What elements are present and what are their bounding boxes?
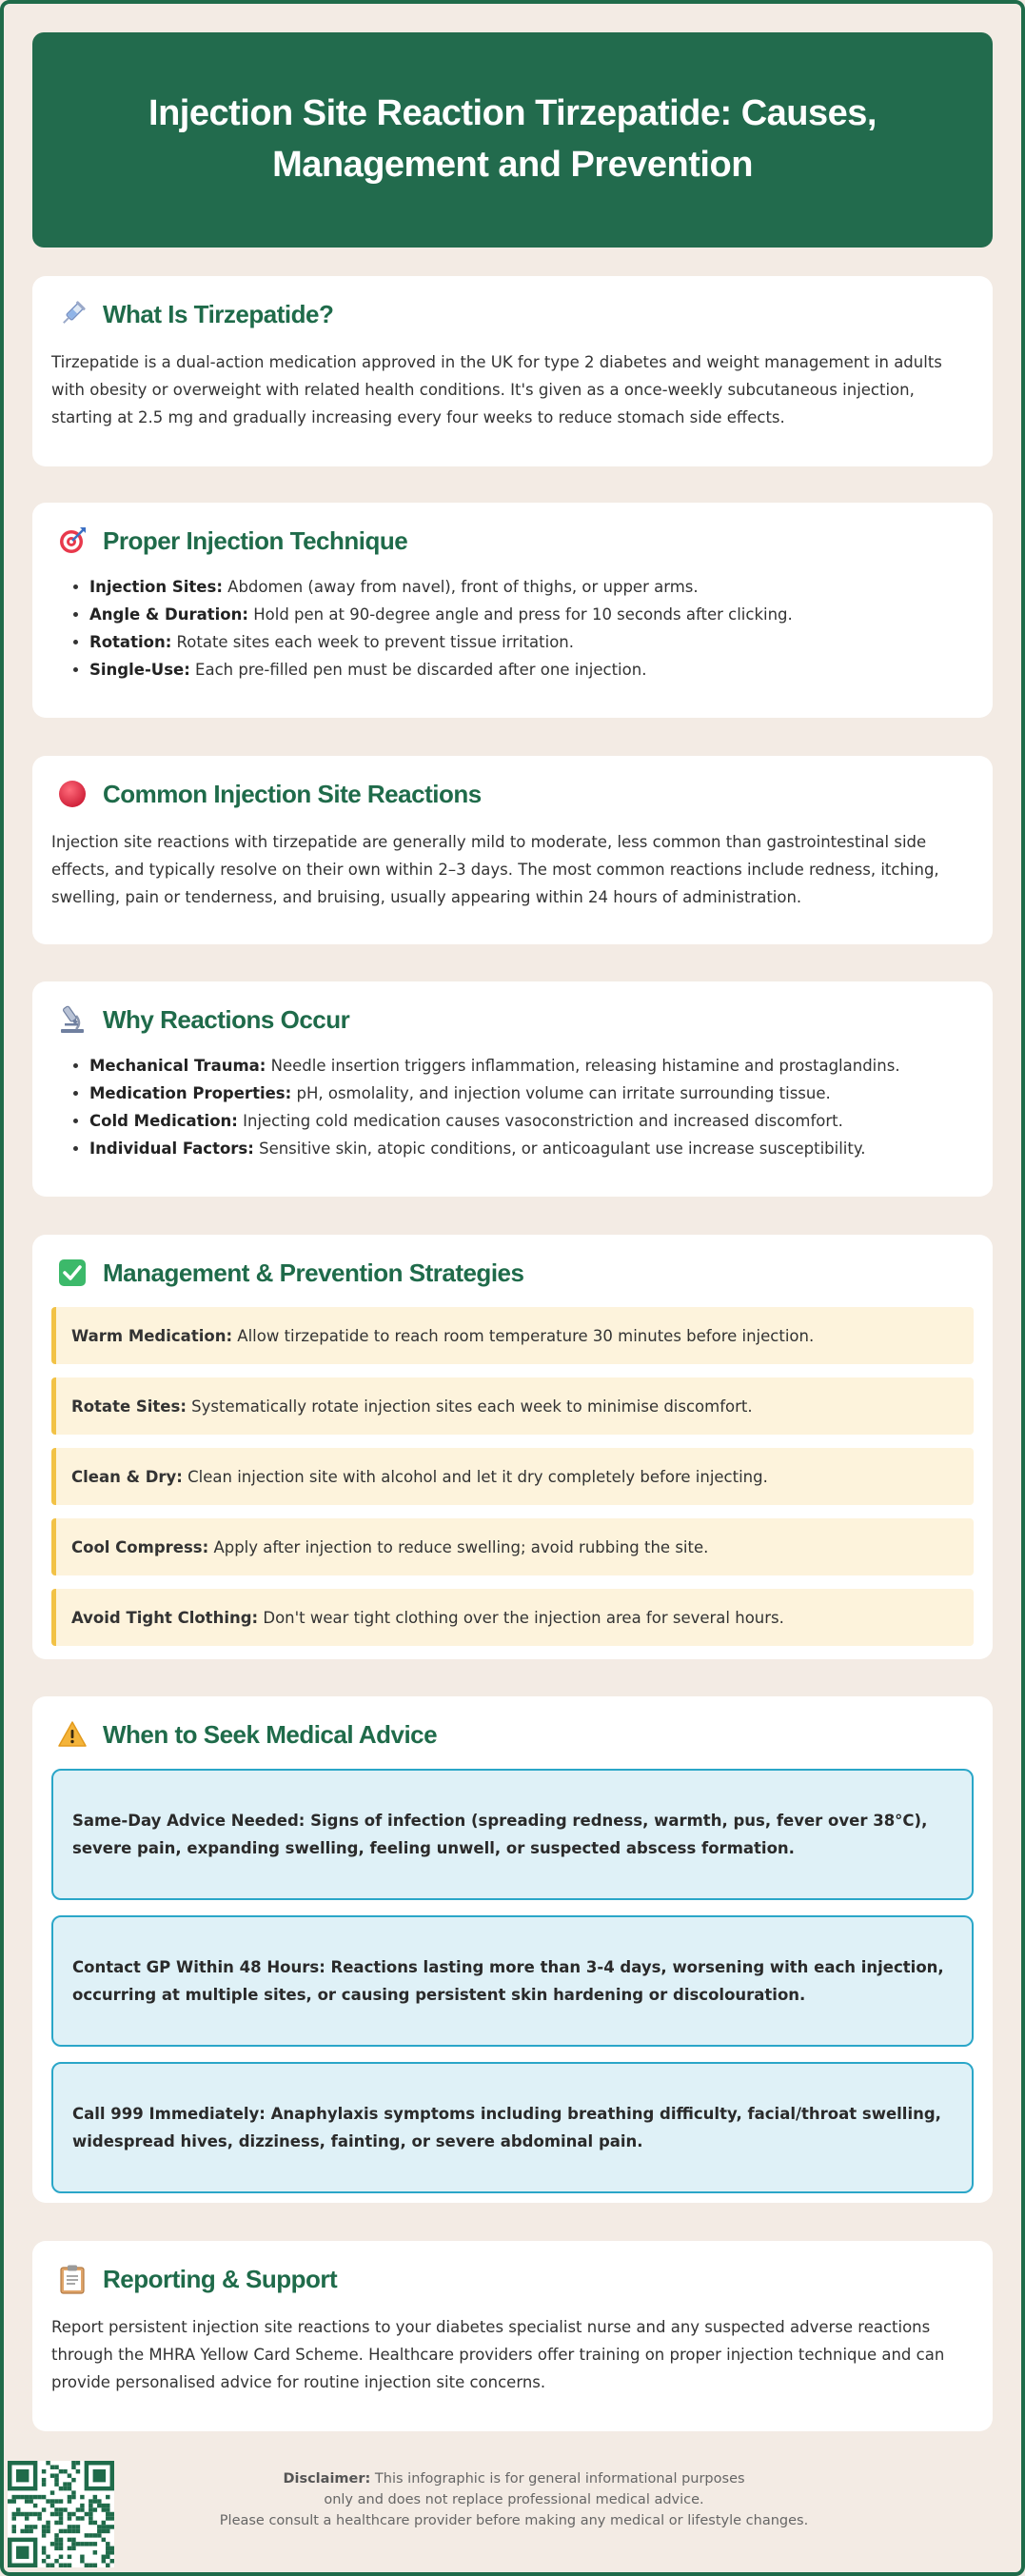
disclaimer [190, 2468, 838, 2531]
check-box-icon [55, 1256, 89, 1290]
strategy-text: Apply after injection to reduce swelling; avoid rubbing the site. [208, 1537, 709, 1556]
list-item-text: Abdomen (away from navel), front of thighs, or upper arms. [222, 578, 699, 596]
card-title-row [55, 522, 974, 560]
card-title-row [55, 1254, 974, 1292]
list-item-label: Angle & Duration: [89, 605, 248, 624]
card-reactions [32, 756, 993, 944]
card-reporting [32, 2241, 993, 2431]
syringe-icon [55, 297, 89, 331]
list-item-text: Injecting cold medication causes vasoconstriction and increased discomfort. [237, 1112, 843, 1130]
list-item [89, 1135, 974, 1162]
list-item [89, 656, 974, 684]
list-item-text: Each pre-filled pen must be discarded after one injection. [189, 661, 647, 679]
card-management [32, 1235, 993, 1659]
alert-text: Same-Day Advice Needed: Signs of infection (spreading redness, warmth, pus, fever over 38°C), severe pain, expanding swelling, feeling unwell, or suspected abscess formation. [72, 1812, 928, 1857]
list-item-label: Single-Use: [89, 661, 190, 679]
list-item-label: Cold Medication: [89, 1112, 238, 1130]
strategy-text: Clean injection site with alcohol and let it dry completely before injecting. [182, 1467, 768, 1486]
list-item-label: Mechanical Trauma: [89, 1057, 266, 1075]
list-item [89, 601, 974, 628]
disclaimer-line: Please consult a healthcare provider before making any medical or lifestyle changes. [219, 2513, 809, 2528]
list-item-text: Sensitive skin, atopic conditions, or anticoagulant use increase susceptibility. [253, 1139, 866, 1158]
section-title: Management & Prevention Strategies [103, 1258, 524, 1287]
list-item-text: Needle insertion triggers inflammation, releasing histamine and prostaglandins. [266, 1057, 900, 1075]
section-title: Proper Injection Technique [103, 525, 408, 555]
strategy-item [51, 1377, 974, 1435]
list-item-label: Rotation: [89, 633, 172, 651]
card-technique [32, 503, 993, 718]
list-item-text: Hold pen at 90-degree angle and press for 10 seconds after clicking. [248, 605, 793, 624]
strategy-label: Cool Compress: [71, 1537, 209, 1556]
warning-icon [55, 1717, 89, 1752]
strategy-list [51, 1307, 974, 1646]
card-title-row [55, 775, 974, 813]
disclaimer-label: Disclaimer: [283, 2471, 371, 2487]
strategy-label: Warm Medication: [71, 1326, 233, 1345]
list-item [89, 628, 974, 656]
page-title: Injection Site Reaction Tirzepatide: Causes, Management and Prevention [148, 93, 877, 185]
list-item-label: Medication Properties: [89, 1084, 292, 1102]
strategy-text: Allow tirzepatide to reach room temperature 30 minutes before injection. [232, 1326, 815, 1345]
section-body: Report persistent injection site reactions to your diabetes specialist nurse and any suspected adverse reactions through the MHRA Yellow Card Scheme. Healthcare providers offer training on proper injection technique and can provide personalised advice for routine injection site concerns. [51, 2318, 945, 2391]
alert-text: Call 999 Immediately: Anaphylaxis symptoms including breathing difficulty, facial/throat swelling, widespread hives, dizziness, fainting, or severe abdominal pain. [72, 2105, 941, 2150]
card-title-row [55, 295, 974, 333]
section-body: Injection site reactions with tirzepatide are generally mild to moderate, less common than gastrointestinal side effects, and typically resolve on their own within 2–3 days. The most common reactions include redness, itching, swelling, pain or tenderness, and bruising, usually appearing within 24 hours of administration. [51, 833, 939, 906]
strategy-label: Rotate Sites: [71, 1397, 187, 1416]
strategy-label: Clean & Dry: [71, 1467, 183, 1486]
card-what-is [32, 276, 993, 466]
clipboard-icon [55, 2262, 89, 2296]
card-title-row [55, 1001, 974, 1039]
section-title: Why Reactions Occur [103, 1004, 350, 1034]
page-header [32, 32, 993, 248]
section-title: When to Seek Medical Advice [103, 1719, 438, 1749]
target-icon [55, 524, 89, 558]
footer [0, 2461, 1025, 2571]
alert-same-day [51, 1769, 974, 1900]
card-why [32, 981, 993, 1197]
list-item-label: Individual Factors: [89, 1139, 254, 1158]
red-circle-icon [55, 777, 89, 811]
strategy-item [51, 1518, 974, 1575]
strategy-text: Don't wear tight clothing over the injection area for several hours. [258, 1608, 784, 1627]
card-advice [32, 1696, 993, 2203]
technique-list [51, 573, 974, 684]
section-title: What Is Tirzepatide? [103, 299, 334, 328]
why-list [51, 1052, 974, 1162]
list-item [89, 1107, 974, 1135]
strategy-text: Systematically rotate injection sites each week to minimise discomfort. [186, 1397, 753, 1416]
list-item-text: pH, osmolality, and injection volume can irritate surrounding tissue. [291, 1084, 831, 1102]
section-title: Common Injection Site Reactions [103, 779, 482, 808]
alert-call-999 [51, 2062, 974, 2193]
disclaimer-line: This infographic is for general informational purposes [370, 2471, 745, 2487]
qr-code-icon [8, 2461, 114, 2567]
list-item [89, 1080, 974, 1107]
list-item-label: Injection Sites: [89, 578, 223, 596]
alert-gp-48-hours [51, 1915, 974, 2047]
disclaimer-line: only and does not replace professional medical advice. [324, 2492, 704, 2507]
strategy-item [51, 1448, 974, 1505]
list-item-text: Rotate sites each week to prevent tissue irritation. [171, 633, 575, 651]
strategy-label: Avoid Tight Clothing: [71, 1608, 259, 1627]
card-title-row [55, 1715, 974, 1754]
card-title-row [55, 2260, 974, 2298]
list-item [89, 1052, 974, 1080]
alert-text: Contact GP Within 48 Hours: Reactions lasting more than 3-4 days, worsening with each injection, occurring at multiple sites, or causing persistent skin hardening or discolouration. [72, 1958, 944, 2004]
microscope-icon [55, 1002, 89, 1037]
strategy-item [51, 1307, 974, 1364]
list-item [89, 573, 974, 601]
section-title: Reporting & Support [103, 2264, 338, 2293]
strategy-item [51, 1589, 974, 1646]
section-body: Tirzepatide is a dual-action medication approved in the UK for type 2 diabetes and weight management in adults with obesity or overweight with related health conditions. It's given as a once-weekly subcutaneous injection, starting at 2.5 mg and gradually increasing every four weeks to reduce stomach side effects. [51, 353, 942, 426]
